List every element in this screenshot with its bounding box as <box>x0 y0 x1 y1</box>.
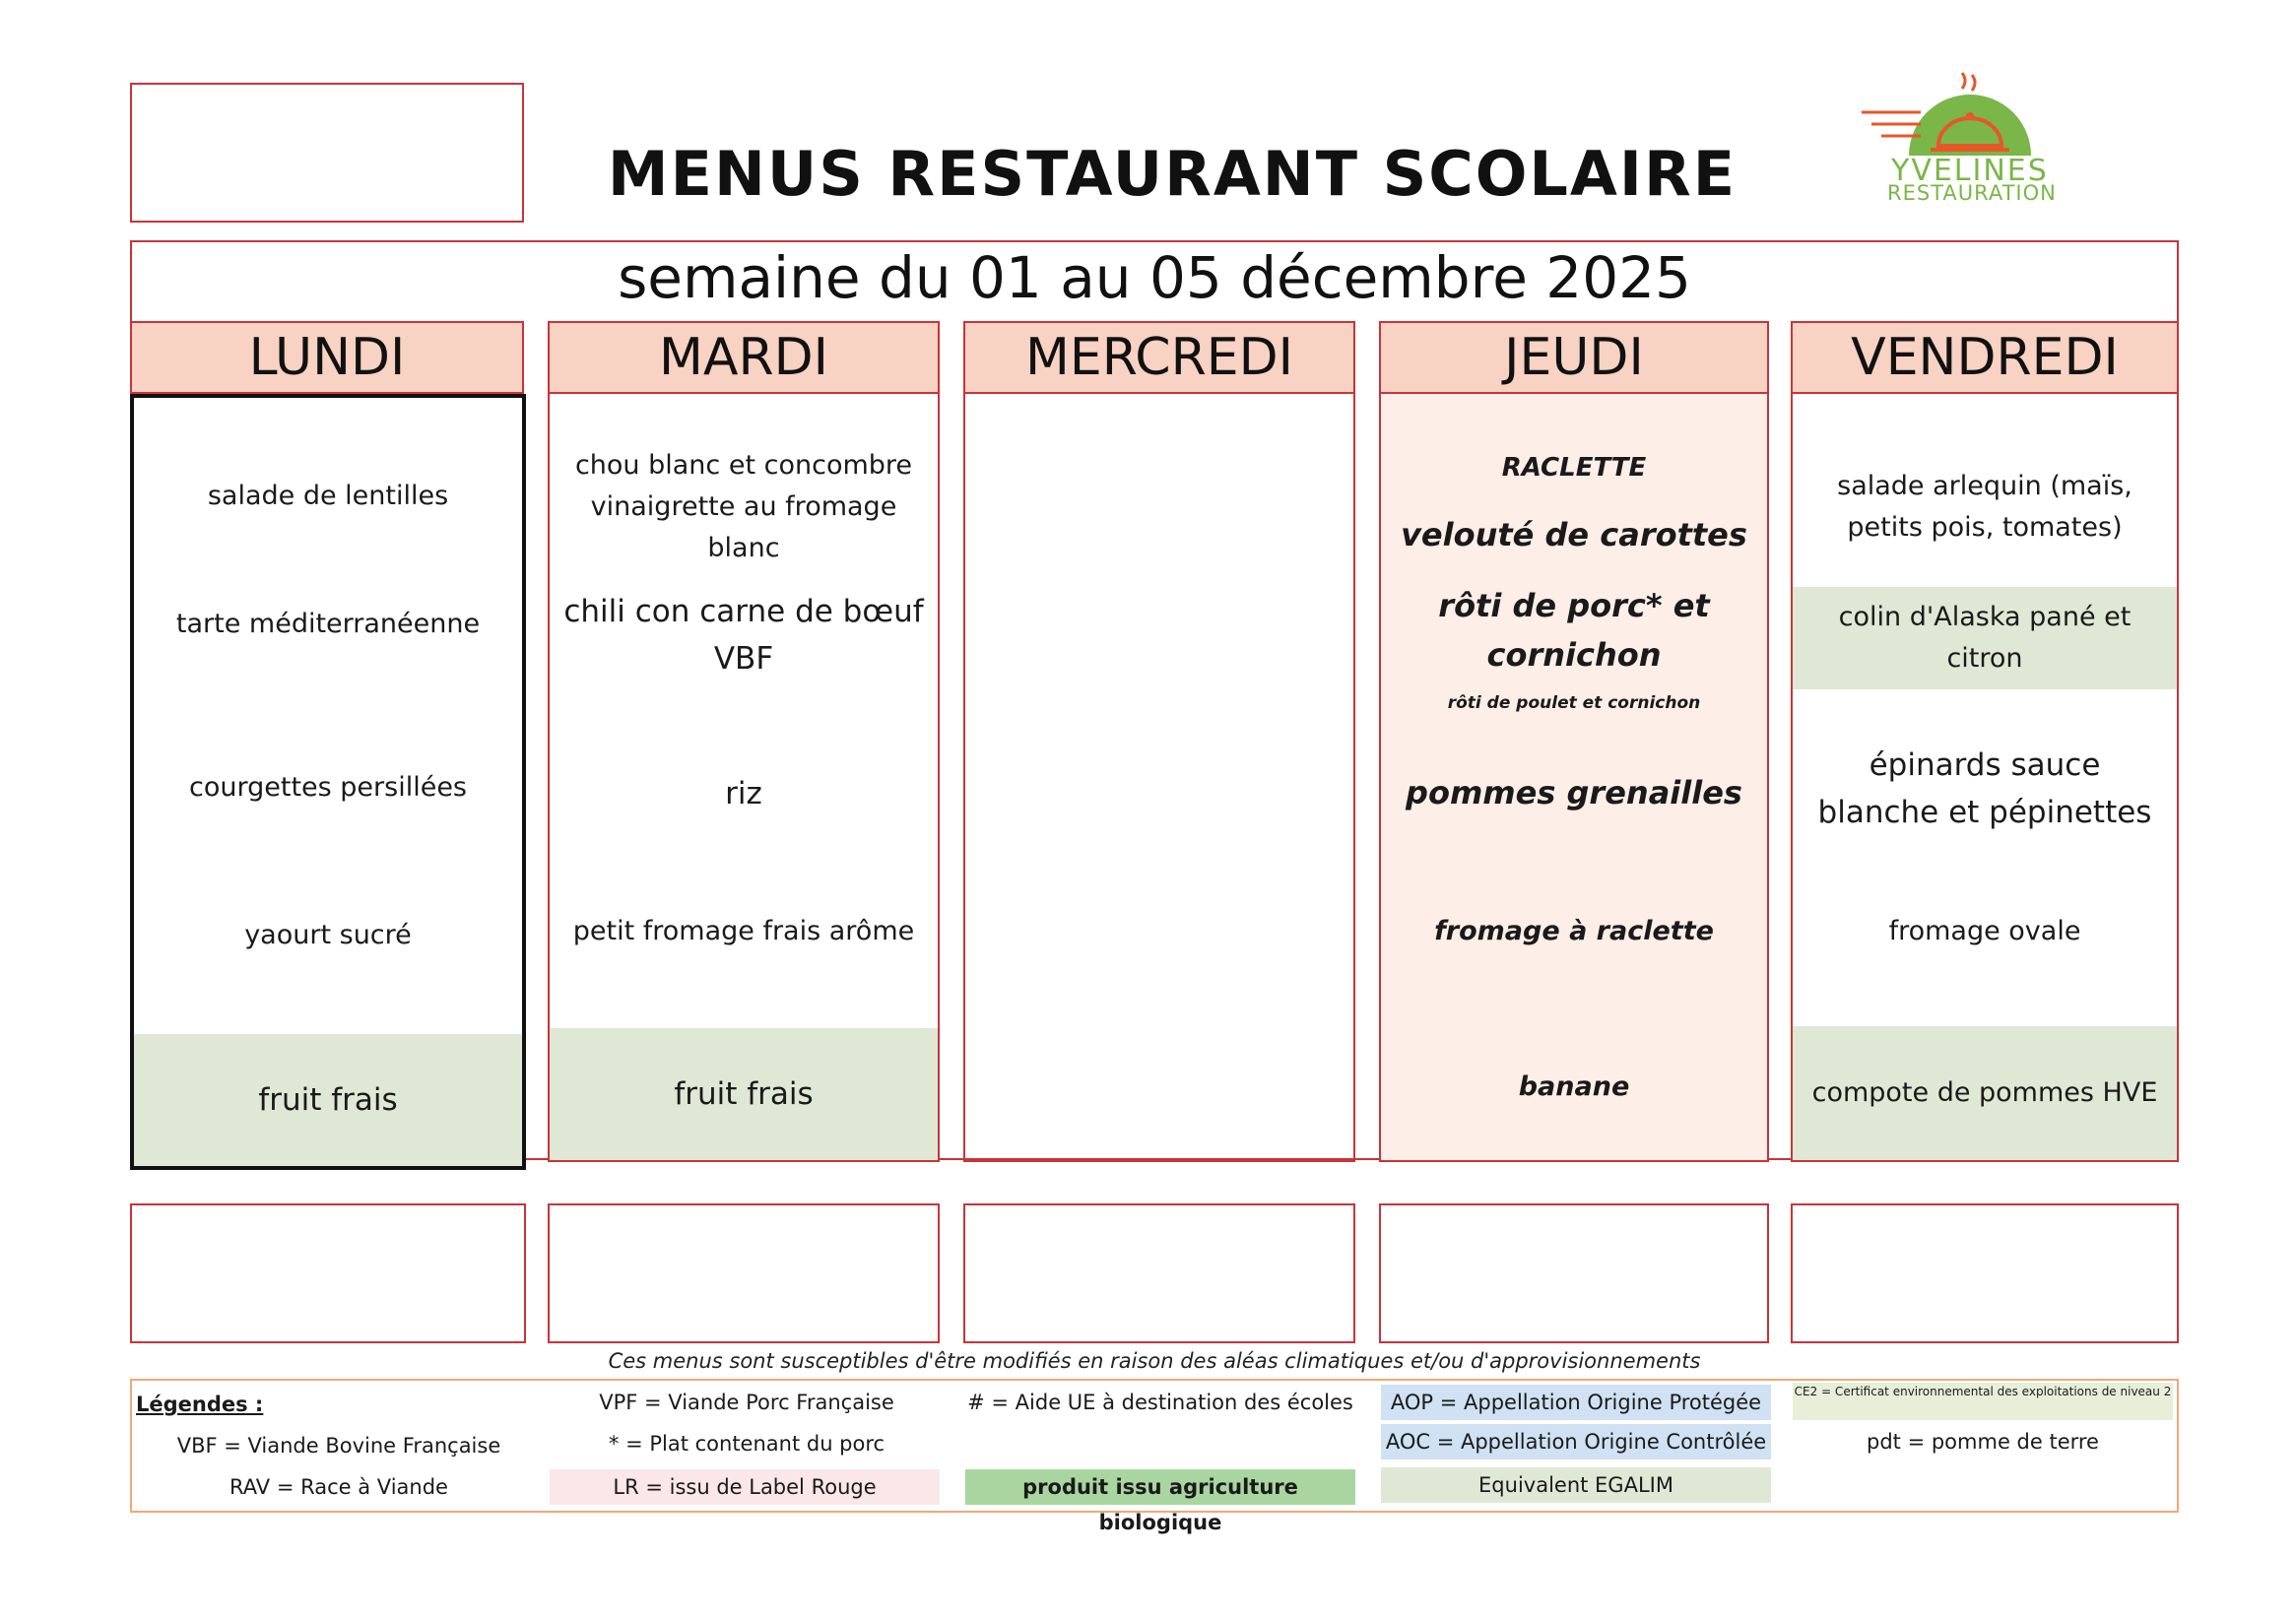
legend-vbf: VBF = Viande Bovine Française <box>176 1434 501 1458</box>
legend-vpf: VPF = Viande Porc Française <box>599 1391 894 1414</box>
legend-ue: # = Aide UE à destination des écoles <box>967 1391 1353 1414</box>
day-column-mardi <box>548 394 940 1162</box>
menu-item: salade de lentilles <box>207 481 449 512</box>
day-header-mardi: MARDI <box>548 321 940 394</box>
menu-item: pommes grenailles <box>1406 774 1742 812</box>
menu-item: colin d'Alaska pané et citron <box>1793 587 2177 689</box>
legend-box <box>130 1379 2179 1534</box>
menu-item-alternative: rôti de poulet et cornichon <box>1447 692 1701 713</box>
menu-item: yaourt sucré <box>244 920 412 951</box>
day-column-jeudi <box>1379 394 1769 1162</box>
menu-item-dessert: fruit frais <box>550 1028 938 1160</box>
legend-lr: LR = issu de Label Rouge <box>550 1469 940 1505</box>
extra-box-mercredi <box>963 1203 1355 1343</box>
legend-porc: * = Plat contenant du porc <box>608 1432 886 1456</box>
menu-item: rôti de porc* et cornichon <box>1438 587 1710 674</box>
logo-dome-icon <box>1852 59 2088 167</box>
menu-item: courgettes persillées <box>189 772 467 804</box>
extra-box-mardi <box>548 1203 940 1343</box>
extra-box-lundi <box>130 1203 526 1343</box>
menu-item-dessert: fruit frais <box>134 1034 522 1166</box>
legend-title: Légendes : <box>136 1393 264 1416</box>
school-name-box <box>130 83 524 223</box>
menu-item-dessert: compote de pommes HVE <box>1793 1026 2177 1160</box>
page-title: MENUS RESTAURANT SCOLAIRE <box>607 138 1738 210</box>
menu-item: tarte méditerranéenne <box>175 609 481 640</box>
legend-rav: RAV = Race à Viande <box>230 1475 448 1499</box>
logo-line1: YVELINES <box>1891 154 2049 188</box>
menu-item: chili con carne de bœuf VBF <box>563 593 924 677</box>
menu-item-dessert: banane <box>1518 1071 1630 1103</box>
menu-item: chou blanc et concombre vinaigrette au fromage blanc <box>574 450 913 563</box>
legend-bio: produit issu agriculture biologique <box>965 1469 1355 1505</box>
footer-note: Ces menus sont susceptibles d'être modifiés en raison des aléas climatiques et/ou d'approvisionnements <box>608 1349 1701 1373</box>
legend-aoc: AOC = Appellation Origine Contrôlée <box>1381 1424 1771 1459</box>
logo <box>1852 59 2088 217</box>
day-column-vendredi <box>1791 394 2179 1162</box>
legend-aop: AOP = Appellation Origine Protégée <box>1381 1385 1771 1420</box>
extra-box-jeudi <box>1379 1203 1769 1343</box>
day-column-mercredi <box>963 394 1355 1162</box>
menu-item: petit fromage frais arôme <box>572 916 915 947</box>
day-column-lundi <box>130 394 526 1170</box>
menu-item-theme: RACLETTE <box>1501 452 1647 483</box>
week-label: semaine du 01 au 05 décembre 2025 <box>618 244 1691 311</box>
extra-box-vendredi <box>1791 1203 2179 1343</box>
menu-item: velouté de carottes <box>1401 516 1747 554</box>
menu-item: fromage à raclette <box>1434 916 1714 947</box>
logo-line2: RESTAURATION <box>1887 181 2057 205</box>
menu-item: épinards sauce blanche et pépinettes <box>1817 746 2152 830</box>
menu-item: riz <box>725 775 762 811</box>
day-header-lundi: LUNDI <box>130 321 524 394</box>
legend-pdt: pdt = pomme de terre <box>1867 1430 2099 1454</box>
day-header-jeudi: JEUDI <box>1379 321 1769 394</box>
legend-egalim: Equivalent EGALIM <box>1381 1467 1771 1503</box>
menu-item: salade arlequin (maïs, petits pois, tomates) <box>1837 471 2132 543</box>
day-header-vendredi: VENDREDI <box>1791 321 2179 394</box>
legend-ce2: CE2 = Certificat environnemental des exploitations de niveau 2 <box>1793 1383 2173 1420</box>
day-header-mercredi: MERCREDI <box>963 321 1355 394</box>
menu-item: fromage ovale <box>1888 916 2081 947</box>
